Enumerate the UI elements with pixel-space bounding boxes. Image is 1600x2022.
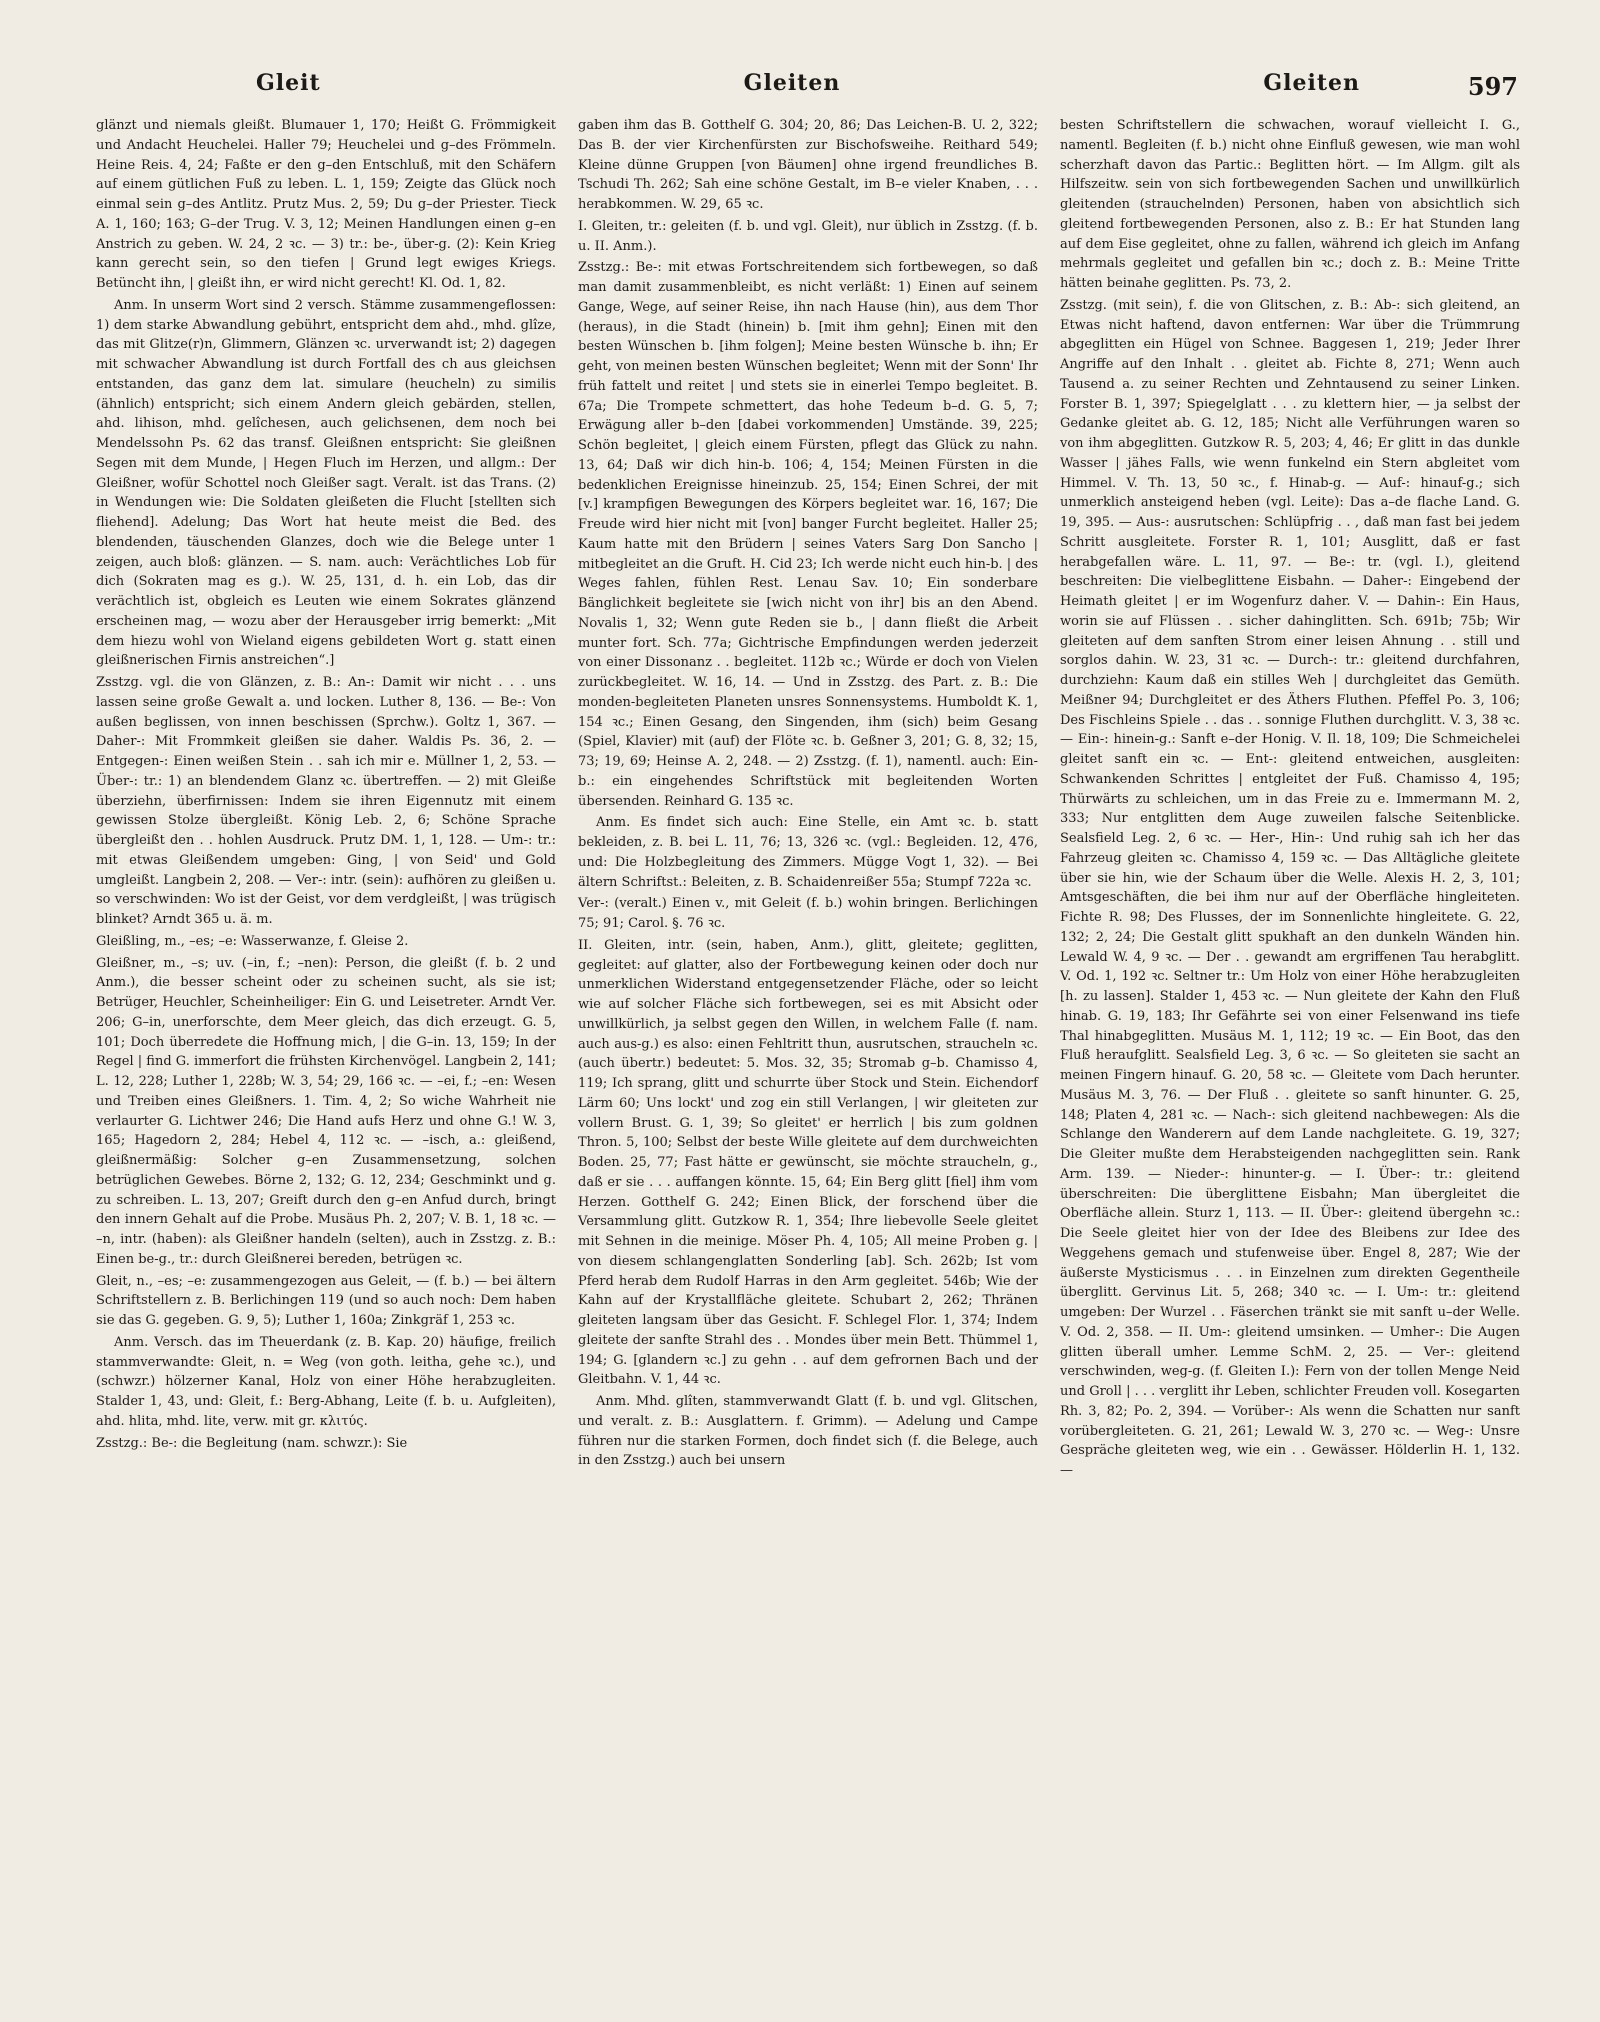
running-head-center: Gleiten <box>743 70 841 96</box>
column-middle-paragraph: gaben ihm das B. Gotthelf G. 304; 20, 86; Das Leichen-B. U. 2, 322; Das B. der vier Kirchenfürsten zur Bischofsweihe. Reithard 549; Kleine dünne Gruppen [von Bäumen] ohne irgend freundliches B. Tschudi Th. 262; Sah eine schöne Gestalt, im B–e vieler Knaben, . . . herabkommen. W. 29, 65 ꝛc. <box>578 118 1038 212</box>
column-middle-paragraph: I. Gleiten, tr.: geleiten (f. b. und vgl. Gleit), nur üblich in Zsstzg. (f. b. u. II. Anm.). <box>578 218 1038 254</box>
column-middle-paragraph: Zsstzg.: Be-: mit etwas Fortschreitendem sich fortbewegen, so daß man damit zusammenbleibt, es nicht verläßt: 1) Einen auf seinem Gange, Wege, auf seiner Reise, ihn nach Hause (hin), aus dem Thor (heraus), in die Stadt (hinein) b. [mit ihm gehn]; Einen mit den besten Wünschen b. [ihm folgen]; Meine besten Wünsche b. ihn; Er geht, von meinen besten Wünschen begleitet; Wenn mit der Sonn' Ihr früh fattelt und reitet | und stets sie in einerlei Tempo begleitet. B. 67a; Die Trompete schmettert, das hohe Tedeum b–d. G. 5, 7; Erwägung aller b–den [dabei vorkommenden] Umstände. 39, 225; Schön begleitet, | gleich einem Fürsten, pflegt das Glück zu nahn. 13, 64; Daß wir dich hin-b. 106; 4, 154; Meinen Fürsten in die bedenklichen Ereignisse hineinzub. 25, 154; Einen Schrei, der mit [v.] krampfigen Bewegungen des Körpers begleitet war. 16, 167; Die Freude wird hier nicht mit [von] banger Furcht begleitet. Haller 25; Kaum hatte mit den Brüdern | seines Vaters Sarg Don Sancho | mitbegleitet an die Gruft. H. Cid 23; Ich werde nicht euch hin-b. | des Weges fahlen, fühlen Rest. Lenau Sav. 10; Ein sonderbare Bänglichkeit begleitete sie [wich nicht von ihr] bis an den Abend. Novalis 1, 32; Wenn gute Reden sie b., | dann fließt die Arbeit munter fort. Sch. 77a; Gichtrische Empfindungen werden jederzeit von einer Dissonanz . . begleitet. 112b ꝛc.; Würde er doch von Vielen zurückbegleitet. W. 16, 14. — Und in Zsstzg. des Part. z. B.: Die monden-begleiteten Planeten unsres Sonnensystems. Humboldt K. 1, 154 ꝛc.; Einen Gesang, den Singenden, ihm (sich) beim Gesang (Spiel, Klavier) mit (auf) der Flöte ꝛc. b. Geßner 3, 201; G. 8, 32; 15, 73; 19, 69; Heinse A. 2, 248. — 2) Zsstzg. (f. 1), namentl. auch: Ein-b.: ein eingehendes Schriftstück mit begleitenden Worten übersenden. Reinhard G. 135 ꝛc. <box>578 260 1038 809</box>
running-head-left: Gleit <box>256 70 321 96</box>
column-left-paragraph: Gleißner, m., –s; uv. (–in, f.; –nen): Person, die gleißt (f. b. 2 und Anm.), die besser scheint oder zu scheinen sucht, als sie ist; Betrüger, Heuchler, Scheinheiliger: Ein G. und Leisetreter. Arndt Ver. 206; G–in, unerforschte, dem Meer gleich, das dich erzeugt. G. 5, 101; Doch überredete die Hoffnung mich, | die G–in. 13, 159; In der Regel | find G. immerfort die frühsten Kirchenvögel. Langbein 2, 141; L. 12, 228; Luther 1, 228b; W. 3, 54; 29, 166 ꝛc. — –ei, f.; –en: Wesen und Treiben eines Gleißners. 1. Tim. 4, 2; So wiche Wahrheit nie verlaurter G. Lichtwer 246; Die Hand aufs Herz und ohne G.! W. 3, 165; Hagedorn 2, 284; Hebel 4, 112 ꝛc. — –isch, a.: gleißend, gleißnermäßig: Solcher g–en Zusammensetzung, solchen betrüglichen Gewebes. Börne 2, 132; G. 12, 234; Geschminkt und g. zu schreiben. L. 13, 207; Greift durch den g–en Anfud durch, bringt den innern Gehalt auf die Probe. Musäus Ph. 2, 207; V. B. 1, 18 ꝛc. — –n, intr. (haben): als Gleißner handeln (selten), auch in Zsstzg. z. B.: Einen be-g., tr.: durch Gleißnerei bereden, betrügen ꝛc. <box>96 955 556 1267</box>
column-left-paragraph: Anm. In unserm Wort sind 2 versch. Stämme zusammengeflossen: 1) dem starke Abwandlung gebührt, entspricht dem ahd., mhd. glîze, das mit Glitze(r)n, Glimmern, Glänzen ꝛc. urverwandt ist; 2) dagegen mit schwacher Abwandlung ist durch Fortfall des ch aus gleichsen entstanden, das ganz dem lat. simulare (heucheln) zu similis (ähnlich) entspricht; sich einem Andern gleich gebärden, stellen, ahd. lihison, mhd. gelîchesen, auch gelichsenen, dem noch bei Mendelssohn Ps. 62 das transf. Gleißnen entspricht: Sie gleißnen Segen mit dem Munde, | Hegen Fluch im Herzen, und allgm.: Der Gleißner, wofür Schottel noch Gleißer sagt. Veralt. ist das Trans. (2) in Wendungen wie: Die Soldaten gleißeten die Flucht [stellten sich fliehend]. Adelung; Das Wort hat heute meist die Bed. des blendenden, täuschenden Glanzes, doch wie die Belege unter 1 zeigen, auch bloß: glänzen. — S. nam. auch: Verächtliches Lob für dich (Sokraten mag es g.). W. 25, 131, d. h. ein Lob, das dir verächtlich ist, obgleich es Leuten wie einem Sokrates glänzend erscheinen mag, — wozu aber der Herausgeber irrig bemerkt: „Mit dem hiezu wohl von Wieland eigens gebildeten Wort g. statt einen gleißnerischen Firnis anstreichen“.] <box>96 297 556 669</box>
column-left <box>96 116 556 1481</box>
column-middle-paragraph: II. Gleiten, intr. (sein, haben, Anm.), glitt, gleitete; geglitten, gegleitet: auf glatter, also der Fortbewegung keinen oder doch nur unmerklichen Widerstand entgegensetzender Fläche, oder so leicht wie auf solcher Fläche sich fortbewegen, sei es mit Absicht oder unwillkürlich, ja selbst gegen den Willen, in welchem Falle (f. nam. auch aus-g.) es also: einen Fehltritt thun, ausrutschen, straucheln ꝛc. (auch übertr.) bedeutet: 5. Mos. 32, 35; Stromab g–b. Chamisso 4, 119; Ich sprang, glitt und schurrte über Stock und Stein. Eichendorf Lärm 60; Uns lockt' und zog ein still Verlangen, | wir gleiteten zur vollern Brust. G. 1, 39; So gleitet' er herrlich | bis zum goldnen Thron. 5, 100; Selbst der beste Wille gleitete auf dem durchweichten Boden. 25, 77; Fast hätte er gewünscht, sie möchte straucheln, g., daß er sie . . . auffangen könnte. 15, 64; Ein Berg glitt [fiel] ihm vom Herzen. Gotthelf G. 242; Einen Blick, der forschend über die Versammlung glitt. Gutzkow R. 1, 354; Ihre liebevolle Seele gleitet mit Sehnen in die meinige. Möser Ph. 4, 105; All meine Proben g. | von diesem schlangenglatten Sonderling [ab]. Sch. 262b; Ist vom Pferd herab dem Rudolf Harras in den Arm gegleitet. 546b; Wie der Kahn auf der Krystallfläche gleitete. Schubart 2, 262; Thränen gleiteten langsam über das Gesicht. F. Schlegel Flor. 1, 374; Indem gleitete der sanfte Strahl des . . Mondes über mein Bett. Thümmel 1, 194; G. [glandern ꝛc.] zu gehn . . auf dem gefrornen Bach und der Gleitbahn. V. 1, 44 ꝛc. <box>578 937 1038 1388</box>
column-left-paragraph: Anm. Versch. das im Theuerdank (z. B. Kap. 20) häufige, freilich stammverwandte: Gleit, n. = Weg (von goth. leitha, gehe ꝛc.), und (schwzr.) hölzerner Kanal, Holz von einer Höhe herabzugleiten. Stalder 1, 43, und: Gleit, f.: Berg-Abhang, Leite (f. b. u. Aufgleiten), ahd. hlita, mhd. lite, verw. mit gr. κλιτύς. <box>96 1334 556 1429</box>
column-left-paragraph: Gleit, n., –es; –e: zusammengezogen aus Geleit, — (f. b.) — bei ältern Schriftstellern z. B. Berlichingen 119 (und so auch noch: Dem haben sie das G. gegeben. G. 9, 5); Luther 1, 160a; Zinkgräf 1, 253 ꝛc. <box>96 1273 556 1328</box>
page-number: 597 <box>1467 72 1518 101</box>
text-columns <box>96 116 1520 1481</box>
column-left-paragraph: glänzt und niemals gleißt. Blumauer 1, 170; Heißt G. Frömmigkeit und Andacht Heuchelei. Haller 79; Heuchelei und g–des Frömmeln. Heine Reis. 4, 24; Faßte er den g–den Entschluß, mit den Schäfern auf einem gütlichen Fuß zu leben. L. 1, 159; Zeigte das Glück noch einmal sein g–des Antlitz. Prutz Mus. 2, 59; Du g–der Priester. Tieck A. 1, 160; 163; G–der Trug. V. 3, 12; Meinen Handlungen einen g–en Anstrich zu geben. W. 24, 2 ꝛc. — 3) tr.: be-, über-g. (2): Kein Krieg kann gerecht sein, so den tiefen | Grund legt ewiges Kriegs. Betüncht ihn, | gleißt ihn, er wird nicht gerecht! Kl. Od. 1, 82. <box>96 118 556 291</box>
column-right <box>1060 116 1520 1481</box>
column-middle <box>578 116 1038 1481</box>
running-head <box>96 70 1520 110</box>
column-middle-paragraph: Ver-: (veralt.) Einen v., mit Geleit (f. b.) wohin bringen. Berlichingen 75; 91; Carol. §. 76 ꝛc. <box>578 896 1038 931</box>
column-left-paragraph: Zsstzg.: Be-: die Begleitung (nam. schwzr.): Sie <box>96 1435 408 1451</box>
column-middle-paragraph: Anm. Es findet sich auch: Eine Stelle, ein Amt ꝛc. b. statt bekleiden, z. B. bei L. 11, 76; 13, 326 ꝛc. (vgl.: Begleiden. 12, 476, und: Die Holzbegleitung des Zimmers. Mügge Vogt 1, 32). — Bei ältern Schriftst.: Beleiten, z. B. Schaidenreißer 55a; Stumpf 722a ꝛc. <box>578 815 1038 890</box>
column-left-paragraph: Gleißling, m., –es; –e: Wasserwanze, f. Gleise 2. <box>96 933 409 949</box>
running-head-right: Gleiten <box>1263 70 1360 96</box>
column-left-paragraph: Zsstzg. vgl. die von Glänzen, z. B.: An-: Damit wir nicht . . . uns lassen seine große Gewalt a. und locken. Luther 8, 136. — Be-: Von außen beglissen, von innen beschissen (Sprchw.). Goltz 1, 367. — Daher-: Mit Frommkeit gleißen sie daher. Waldis Ps. 36, 2. — Entgegen-: Einen weißen Stein . . sah ich mir e. Müllner 1, 2, 53. — Über-: tr.: 1) an blendendem Glanz ꝛc. übertreffen. — 2) mit Gleiße überziehn, überfirnissen: Indem sie ihren Eigennutz mit einem gewissen Stolze übergleißt. König Leb. 2, 6; Schöne Sprache übergleißt den . . hohlen Ausdruck. Prutz DM. 1, 1, 128. — Um-: tr.: mit etwas Gleißendem umgeben: Ging, | von Seid' und Gold umgleißt. Langbein 2, 208. — Ver-: intr. (sein): aufhören zu gleißen u. so verschwinden: Wo ist der Geist, vor dem verdgleißt, | was trügisch blinket? Arndt 365 u. ä. m. <box>96 675 556 927</box>
column-middle-paragraph: Anm. Mhd. glîten, stammverwandt Glatt (f. b. und vgl. Glitschen, und veralt. z. B.: Ausglattern. f. Grimm). — Adelung und Campe führen nur die starken Formen, doch findet sich (f. die Belege, auch in den Zsstzg.) auch bei unsern <box>578 1394 1038 1469</box>
column-right-paragraph: Zsstzg. (mit sein), f. die von Glitschen, z. B.: Ab-: sich gleitend, an Etwas nicht haftend, davon entfernen: War über die Trümmrung abgeglitten ein Hügel von Schnee. Baggesen 1, 219; Jeder Ihrer Angriffe auf den Inhalt . . gleitet ab. Fichte 8, 271; Wenn auch Tausend a. zu seiner Rechten und Zehntausend zu seiner Linken. Forster B. 1, 397; Spiegelglatt . . . zu klettern hier, — ja selbst der Gedanke gleitet ab. G. 12, 185; Nicht alle Verführungen waren so von ihm abgeglitten. Gutzkow R. 5, 203; 4, 46; Er glitt in das dunkle Wasser | jähes Falls, wie wenn funkelnd ein Stern abgleitet vom Himmel. V. Th. 13, 50 ꝛc., f. Hinab-g. — Auf-: hinauf-g.; sich unmerklich ansteigend heben (vgl. Leite): Das a–de flache Land. G. 19, 395. — Aus-: ausrutschen: Schlüpfrig . . , daß man fast bei jedem Schritt ausgleitete. Forster R. 1, 101; Ausglitt, daß er fast herabgefallen wäre. L. 11, 97. — Be-: tr. (vgl. I.), gleitend beschreiten: Die vielbeglittene Eisbahn. — Daher-: Eingebend der Heimath gleitet | er im Wogenfurz daher. V. — Dahin-: Ein Haus, worin sie auf Flüssen . . sicher dahinglitten. Sch. 691b; 75b; Wir gleiteten auf dem sanften Strom einer leisen Ahnung . . still und sorglos dahin. W. 23, 31 ꝛc. — Durch-: tr.: gleitend durchfahren, durchziehn: Kaum daß ein stilles Weh | durchgleitet das Gemüth. Meißner 94; Durchgleitet er des Äthers Fluthen. Pfeffel Po. 3, 106; Des Fischleins Spiele . . das . . sonnige Fluthen durchglitt. V. 3, 38 ꝛc. — Ein-: hinein-g.: Sanft e–der Honig. V. Il. 18, 109; Die Schmeichelei gleitet sanft ein ꝛc. — Ent-: gleitend entweichen, ausgleiten: Schwankenden Schrittes | entgleitet der Fuß. Chamisso 4, 195; Thürwärts zu schleichen, um in das Freie zu e. Immermann M. 2, 333; Nur entglitten dem Auge zuweilen falsche Seitenblicke. Sealsfield Leg. 2, 6 ꝛc. — Her-, Hin-: Und ruhig sah ich her das Fahrzeug gleiten ꝛc. Chamisso 4, 159 ꝛc. — Das Alltägliche gleitete über sie hin, wie der Schaum über die Welle. Alexis H. 2, 3, 101; Amtsgeschäften, die bei ihm nur auf der Oberfläche hinglеiteten. Fichte R. 98; Des Flusses, der im Sonnenlichte hingleitete. G. 22, 132; 2, 24; Die Gestalt glitt spukhaft an den dunkeln Wänden hin. Lewald W. 4, 9 ꝛc. — Der . . gewandt am ergriffenen Tau herabglitt. V. Od. 1, 192 ꝛc. Seltner tr.: Um Holz von einer Höhe herabzugleiten [h. zu lassen]. Stalder 1, 453 ꝛc. — Nun gleitete der Kahn den Fluß hinab. G. 19, 183; Ihr Gefährte sei von einer Felsenwand ins tiefe Thal hinabgeglitten. Musäus M. 1, 112; 19 ꝛc. — Ein Boot, das den Fluß heraufglitt. Sealsfield Leg. 3, 6 ꝛc. — So gleiteten sie sacht an meinen Fingern hinauf. G. 20, 58 ꝛc. — Gleitete vom Dach herunter. Musäus M. 3, 76. — Der Fluß . . gleitete so sanft hinunter. G. 25, 148; Platen 4, 281 ꝛc. — Nach-: sich gleitend nachbewegen: Als die Schlange den Wanderern auf dem Lande nachgleitete. G. 19, 327; Die Gleiter mußte dem Herabsteigenden nachgeglitten sein. Rank Arm. 139. — Nieder-: hinunter-g. — I. Über-: tr.: gleitend überschreiten: Die überglittene Eisbahn; Man überglеitet die Oberfläche allein. Sturz 1, 113. — II. Über-: gleitend übergehn ꝛc.: Die Seele gleitet hier von der Idee des Bleibens zur Idee des Weggehens gemach und stufenweise über. Engel 8, 287; Wie der äußerste Mysticismus . . . in Einzelnen zum direkten Gegentheile überglitt. Gervinus Lit. 5, 268; 340 ꝛc. — I. Um-: tr.: gleitend umgeben: Der Wurzel . . Fäserchen tränkt sie mit sanft u–der Welle. V. Od. 2, 358. — II. Um-: gleitend umsinken. — Umher-: Die Augen glitten überall umher. Lemme SchM. 2, 25. — Ver-: gleitend verschwinden, weg-g. (f. Gleiten I.): Fern von der tollen Menge Neid und Groll | . . . verglitt ihr Leben, schlichter Freuden voll. Kosegarten Rh. 3, 82; Po. 2, 394. — Vorüber-: Als wenn die Schatten nur sanft vorübergleiteten. G. 21, 261; Lewald W. 3, 270 ꝛc. — Weg-: Unsre Gespräche gleiteten weg, wie ein . . Gewässer. Hölderlin H. 1, 132. — <box>1060 297 1520 1478</box>
column-right-paragraph: besten Schriftstellern die schwachen, worauf vielleicht I. G., namentl. Begleiten (f. b.) nicht ohne Einfluß gewesen, wie man wohl scherzhaft davon das Partic.: Beglitten hört. — Im Allgm. gilt als Hilfszeitw. sein von sich fortbewegenden Sachen und unwillkürlich gleitenden (strauchelnden) Personen, haben von absichtlich sich gleitend fortbewegenden Personen, also z. B.: Er hat Stunden lang auf dem Eise gegleitet, ohne zu fallen, während ich gleich im Anfang mehrmals gegleitet und gefallen bin ꝛc.; doch z. B.: Meine Tritte hätten beinahe geglitten. Ps. 73, 2. <box>1060 118 1520 291</box>
